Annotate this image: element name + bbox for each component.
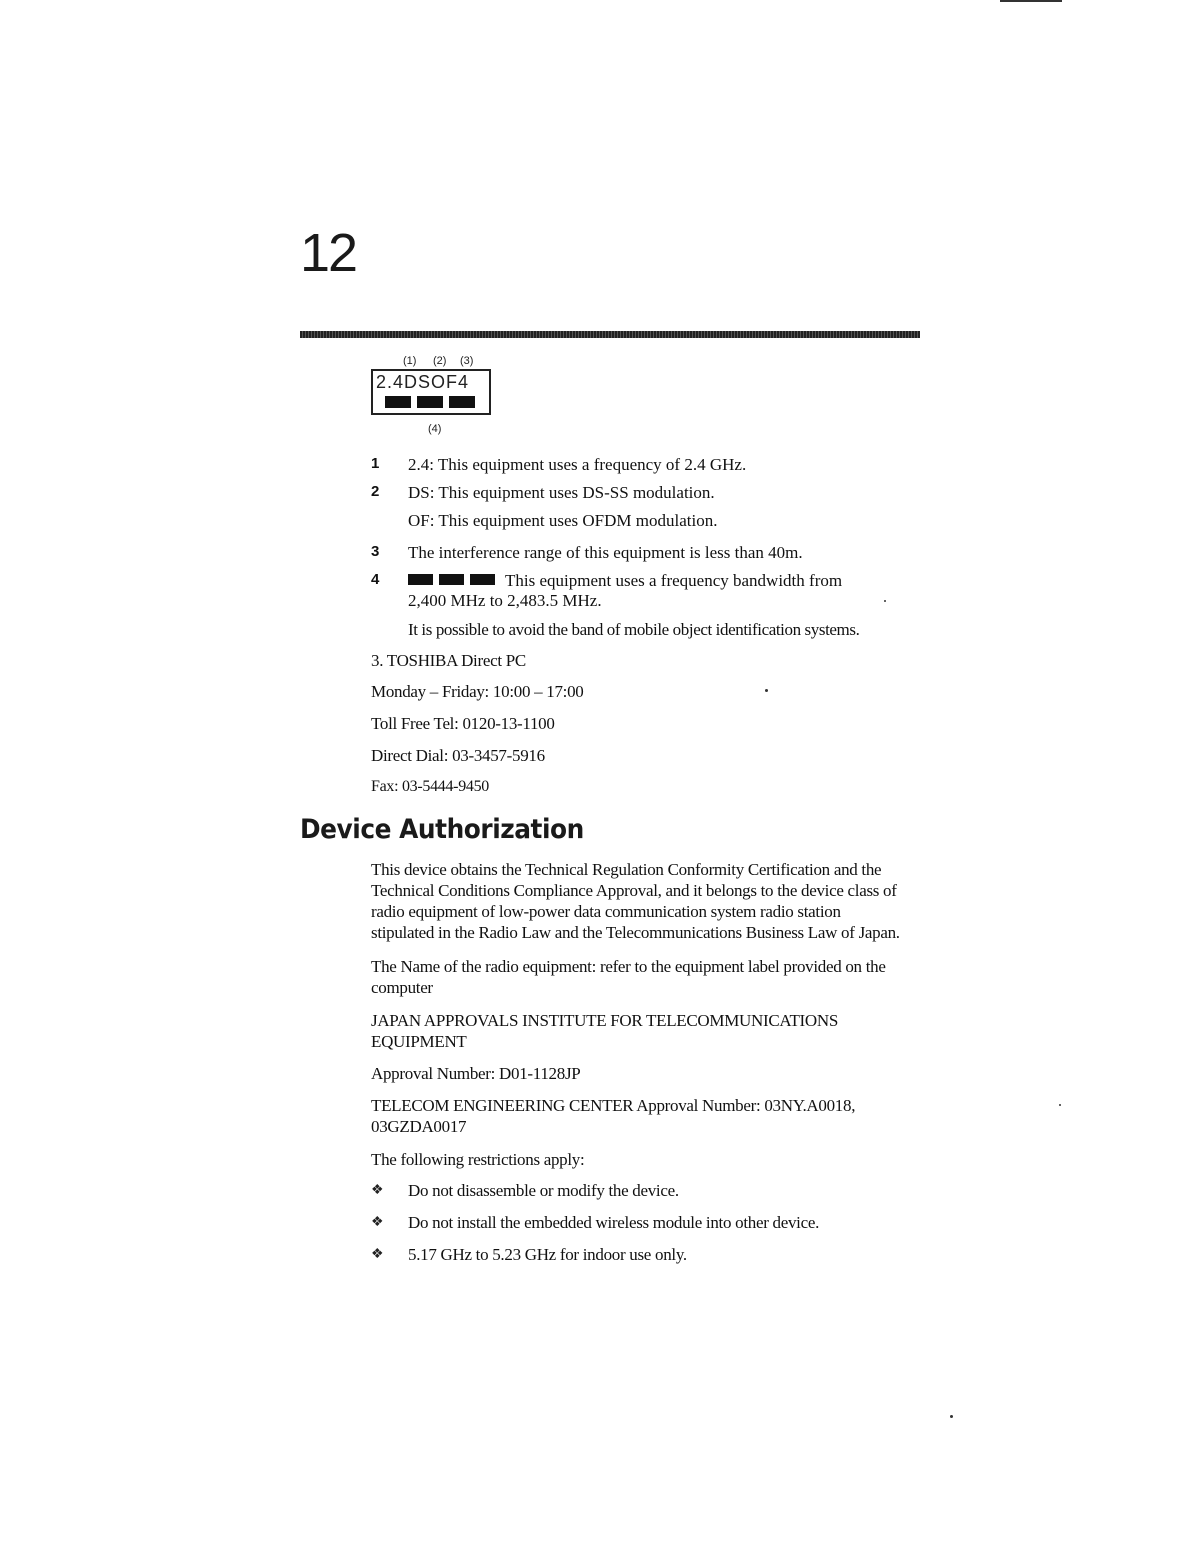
scan-speck xyxy=(884,600,886,602)
band-block xyxy=(408,574,433,585)
list-item: DS: This equipment uses DS-SS modulation. xyxy=(408,483,715,502)
callout-2: (2) xyxy=(433,355,447,367)
paragraph-restrictions: The following restrictions apply: xyxy=(371,1150,585,1169)
bullet-icon: ❖ xyxy=(371,1183,384,1198)
list-number: 4 xyxy=(371,571,380,588)
paragraph-line: Technical Conditions Compliance Approval, and it belongs to the device class of xyxy=(371,881,897,900)
scan-speck xyxy=(1059,1104,1061,1106)
bullet-item: 5.17 GHz to 5.23 GHz for indoor use only. xyxy=(408,1245,687,1264)
list-number: 3 xyxy=(371,543,380,560)
bullet-item: Do not disassemble or modify the device. xyxy=(408,1181,679,1200)
paragraph-line: JAPAN APPROVALS INSTITUTE FOR TELECOMMUNICATIONS xyxy=(371,1011,839,1030)
list-item-extra: OF: This equipment uses OFDM modulation. xyxy=(408,511,718,530)
band-block xyxy=(385,396,411,408)
contact-hours: Monday – Friday: 10:00 – 17:00 xyxy=(371,682,584,701)
list-number: 1 xyxy=(371,455,380,472)
bullet-icon: ❖ xyxy=(371,1215,384,1230)
list-item-cont: 2,400 MHz to 2,483.5 MHz. xyxy=(408,591,602,610)
contact-fax: Fax: 03-5444-9450 xyxy=(371,778,490,795)
page-number: 12 xyxy=(300,223,357,283)
paragraph-line: TELECOM ENGINEERING CENTER Approval Number: 03NY.A0018, xyxy=(371,1096,856,1115)
band-indicator xyxy=(385,396,475,408)
paragraph-line: radio equipment of low-power data communication system radio station xyxy=(371,902,841,921)
contact-direct-dial: Direct Dial: 03-3457-5916 xyxy=(371,746,545,765)
paragraph-equipment-name xyxy=(371,956,931,998)
header-rule xyxy=(300,331,920,338)
callout-4: (4) xyxy=(428,423,442,435)
paragraph-line: EQUIPMENT xyxy=(371,1032,467,1051)
paragraph-line: This device obtains the Technical Regulation Conformity Certification and the xyxy=(371,860,882,879)
label-code: 2.4DSOF4 xyxy=(376,372,470,392)
band-block xyxy=(449,396,475,408)
paragraph-approval-number: Approval Number: D01-1128JP xyxy=(371,1064,581,1083)
section-heading: Device Authorization xyxy=(300,814,584,845)
band-block xyxy=(417,396,443,408)
list-item-extra: It is possible to avoid the band of mobile object identification systems. xyxy=(408,620,860,639)
top-edge-line xyxy=(1000,0,1062,2)
list-item: This equipment uses a frequency bandwidth from xyxy=(505,571,843,590)
contact-toll-free: Toll Free Tel: 0120-13-1100 xyxy=(371,714,555,733)
bullet-icon: ❖ xyxy=(371,1247,384,1262)
paragraph-telecom-center xyxy=(371,1095,931,1137)
scan-speck xyxy=(765,689,768,692)
callout-3: (3) xyxy=(460,355,474,367)
list-item: 2.4: This equipment uses a frequency of 2.4 GHz. xyxy=(408,455,747,474)
band-block xyxy=(470,574,495,585)
paragraph-line: stipulated in the Radio Law and the Telecommunications Business Law of Japan. xyxy=(371,923,900,942)
paragraph-approvals-institute xyxy=(371,1010,931,1052)
contact-title: 3. TOSHIBA Direct PC xyxy=(371,651,526,670)
paragraph-line: computer xyxy=(371,978,433,997)
bullet-item: Do not install the embedded wireless module into other device. xyxy=(408,1213,820,1232)
paragraph-line: The Name of the radio equipment: refer to the equipment label provided on the xyxy=(371,957,886,976)
band-block xyxy=(439,574,464,585)
scan-speck xyxy=(950,1415,953,1418)
band-indicator-inline xyxy=(408,574,495,585)
list-item: The interference range of this equipment is less than 40m. xyxy=(408,543,803,562)
callout-1: (1) xyxy=(403,355,417,367)
paragraph-line: 03GZDA0017 xyxy=(371,1117,467,1136)
list-number: 2 xyxy=(371,483,380,500)
paragraph-certification xyxy=(371,859,931,943)
